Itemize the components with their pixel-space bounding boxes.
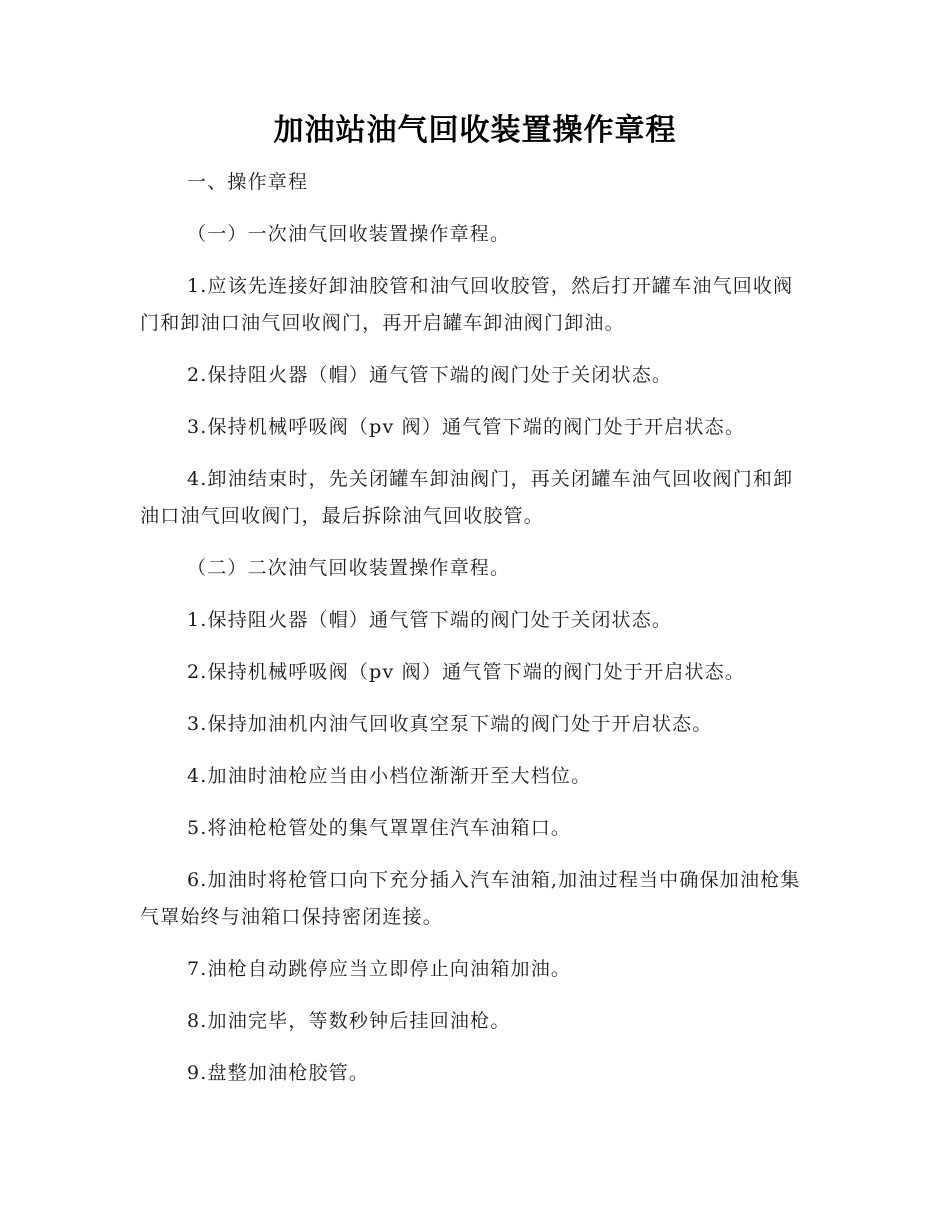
paragraph-secondary-step-1: 1.保持阻火器（帽）通气管下端的阀门处于关闭状态。 [187, 609, 673, 631]
paragraph-secondary-step-9: 9.盘整加油枪胶管。 [187, 1062, 370, 1084]
paragraph-primary-step-2: 2.保持阻火器（帽）通气管下端的阀门处于关闭状态。 [187, 364, 673, 386]
paragraph-secondary-step-7: 7.油枪自动跳停应当立即停止向油箱加油。 [187, 958, 572, 980]
paragraph-secondary-step-5: 5.将油枪枪管处的集气罩罩住汽车油箱口。 [187, 817, 572, 839]
paragraph-secondary-step-6: 6.加油时将枪管口向下充分插入汽车油箱,加油过程当中确保加油枪集气罩始终与油箱口保持密闭连接。 [140, 869, 801, 928]
section-heading-operation-rules: 一、操作章程 [187, 171, 309, 193]
paragraph-secondary-step-3: 3.保持加油机内油气回收真空泵下端的阀门处于开启状态。 [187, 713, 713, 735]
paragraph-secondary-step-8: 8.加油完毕，等数秒钟后挂回油枪。 [187, 1010, 511, 1032]
document-title: 加油站油气回收装置操作章程 [273, 113, 677, 148]
subsection-heading-secondary-recovery: （二）二次油气回收装置操作章程。 [187, 557, 511, 579]
paragraph-secondary-step-2: 2.保持机械呼吸阀（pv 阀）通气管下端的阀门处于开启状态。 [187, 661, 746, 683]
paragraph-primary-step-1: 1.应该先连接好卸油胶管和油气回收胶管，然后打开罐车油气回收阀门和卸油口油气回收阀门，再开启罐车卸油阀门卸油。 [140, 275, 794, 334]
paragraph-primary-step-3: 3.保持机械呼吸阀（pv 阀）通气管下端的阀门处于开启状态。 [187, 416, 746, 438]
document-body [140, 164, 810, 1107]
paragraph-primary-step-4: 4.卸油结束时，先关闭罐车卸油阀门，再关闭罐车油气回收阀门和卸油口油气回收阀门，最后拆除油气回收胶管。 [140, 468, 794, 527]
subsection-heading-primary-recovery: （一）一次油气回收装置操作章程。 [187, 223, 511, 245]
paragraph-secondary-step-4: 4.加油时油枪应当由小档位渐渐开至大档位。 [187, 765, 592, 787]
